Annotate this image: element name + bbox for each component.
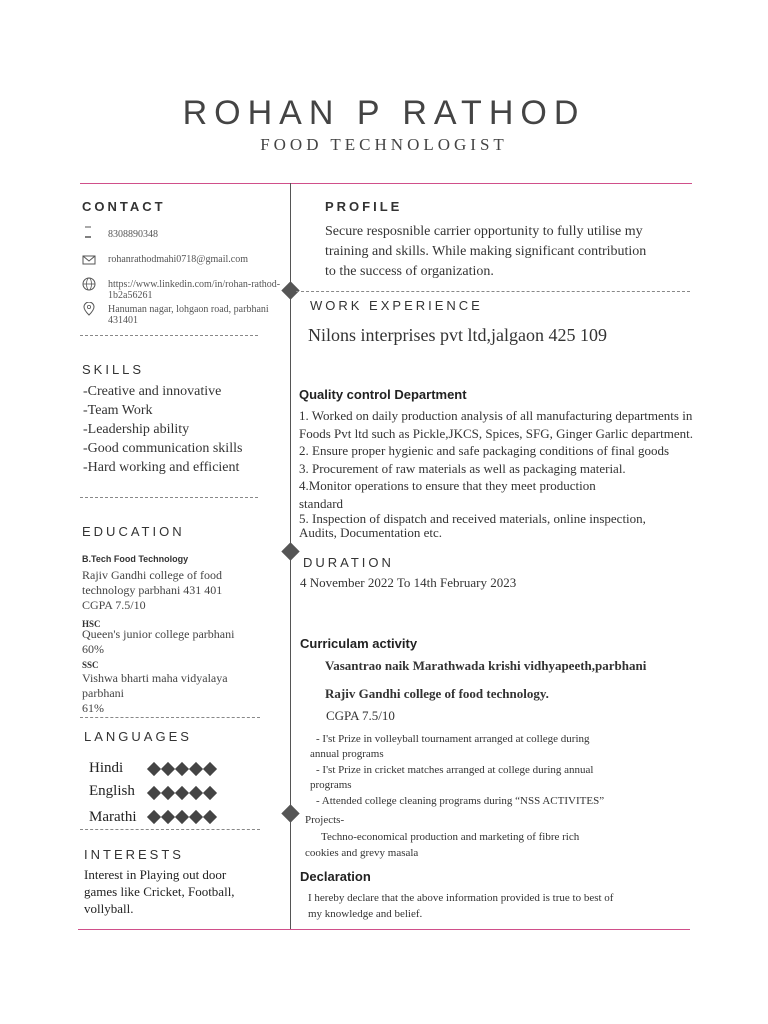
education-text: 60% xyxy=(82,642,104,656)
work-heading: WORK EXPERIENCE xyxy=(310,298,483,313)
skill-item: -Creative and innovative xyxy=(83,384,222,399)
curriculum-activities xyxy=(310,732,604,809)
activity-line: - I'st Prize in cricket matches arranged at college during annual xyxy=(316,764,594,776)
phone-icon xyxy=(82,225,96,239)
section-separator xyxy=(80,497,258,498)
education-text: technology parbhani 431 401 xyxy=(82,583,223,597)
divider-diamond xyxy=(281,542,299,560)
activity-line: annual programs xyxy=(310,747,384,760)
declaration-heading: Declaration xyxy=(300,869,371,884)
interests-line: vollyball. xyxy=(84,901,134,916)
curriculum-heading: Curriculam activity xyxy=(300,636,418,651)
location-pin-icon xyxy=(82,302,96,316)
education-ssc xyxy=(82,671,228,716)
profile-line: training and skills. While making significant contribution xyxy=(325,244,647,259)
rating-diamond xyxy=(161,762,175,776)
rating-diamond xyxy=(175,762,189,776)
skills-list xyxy=(83,382,242,477)
rating-diamond xyxy=(161,786,175,800)
rating-diamond xyxy=(161,810,175,824)
education-text: parbhani xyxy=(82,686,124,700)
work-duties xyxy=(299,407,693,540)
contact-address: Hanuman nagar, lohgaon road, parbhani 431401 xyxy=(108,304,269,326)
education-text: Vishwa bharti maha vidyalaya xyxy=(82,671,228,685)
contact-phone: 8308890348 xyxy=(108,229,158,240)
rating-diamond xyxy=(147,810,161,824)
education-ssc-title: SSC xyxy=(82,660,99,670)
projects-text xyxy=(305,829,579,861)
contact-heading: CONTACT xyxy=(82,199,166,214)
education-text: Rajiv Gandhi college of food xyxy=(82,568,222,582)
resume-name: ROHAN P RATHOD xyxy=(182,94,586,132)
section-separator xyxy=(80,717,260,718)
skills-heading: SKILLS xyxy=(82,362,145,377)
skill-item: -Team Work xyxy=(83,403,153,418)
duty-line: 5. Inspection of dispatch and received materials, online inspection, xyxy=(299,511,646,526)
divider-diamond xyxy=(281,804,299,822)
contact-linkedin[interactable]: https://www.linkedin.com/in/rohan-rathod-1b2a56261 xyxy=(108,279,281,301)
profile-heading: PROFILE xyxy=(325,199,403,214)
section-separator xyxy=(80,335,258,336)
activity-line: - I'st Prize in volleyball tournament arranged at college during xyxy=(316,733,590,745)
profile-line: Secure resposnible carrier opportunity to fully utilise my xyxy=(325,224,643,239)
education-hsc xyxy=(82,627,234,657)
rating-diamond xyxy=(175,786,189,800)
interests-heading: INTERESTS xyxy=(84,847,184,862)
work-company: Nilons interprises pvt ltd,jalgaon 425 109 xyxy=(308,325,607,345)
top-divider xyxy=(80,183,692,184)
project-line: Techno-economical production and marketing of fibre rich xyxy=(321,831,580,843)
section-separator xyxy=(80,829,260,830)
rating-diamond xyxy=(175,810,189,824)
rating-diamond xyxy=(203,762,217,776)
work-department: Quality control Department xyxy=(299,387,467,402)
interests-line: Interest in Playing out door xyxy=(84,867,227,882)
declaration-text xyxy=(308,890,613,922)
education-text: CGPA 7.5/10 xyxy=(82,598,146,612)
project-line: cookies and grevy masala xyxy=(305,847,419,859)
curriculum-college: Rajiv Gandhi college of food technology. xyxy=(325,686,549,701)
education-text: 61% xyxy=(82,701,104,715)
skill-item: -Leadership ability xyxy=(83,422,190,437)
interests-text xyxy=(84,866,235,917)
curriculum-cgpa: CGPA 7.5/10 xyxy=(326,708,395,723)
duty-line: 1. Worked on daily production analysis of all manufacturing departments in xyxy=(299,408,693,423)
duty-line: Foods Pvt ltd such as Pickle,JKCS, Spices, SFG, Ginger Garlic department. xyxy=(299,425,693,441)
duty-line: 2. Ensure proper hygienic and safe packaging conditions of final goods xyxy=(299,443,670,458)
globe-icon xyxy=(82,277,96,291)
section-separator xyxy=(296,291,690,292)
interests-line: games like Cricket, Football, xyxy=(84,884,235,899)
duty-line: Audits, Documentation etc. xyxy=(299,525,442,540)
profile-line: to the success of organization. xyxy=(325,264,494,279)
activity-line: programs xyxy=(310,778,352,791)
duty-line: standard xyxy=(299,495,344,511)
education-hsc-title: HSC xyxy=(82,619,101,629)
curriculum-university: Vasantrao naik Marathwada krishi vidhyapeeth,parbhani xyxy=(325,658,647,673)
rating-diamond xyxy=(203,786,217,800)
language-rating xyxy=(149,812,215,822)
mail-icon xyxy=(82,253,96,267)
duration-text: 4 November 2022 To 14th February 2023 xyxy=(300,575,517,590)
language-name: English xyxy=(89,783,135,799)
education-btech-title: B.Tech Food Technology xyxy=(82,554,189,564)
skill-item: -Hard working and efficient xyxy=(83,460,240,475)
duty-line: 3. Procurement of raw materials as well as packaging material. xyxy=(299,460,626,476)
rating-diamond xyxy=(147,786,161,800)
language-name: Hindi xyxy=(89,760,124,776)
languages-heading: LANGUAGES xyxy=(84,729,192,744)
activity-line: - Attended college cleaning programs during “NSS ACTIVITES” xyxy=(316,795,605,807)
bottom-divider xyxy=(78,929,690,930)
language-rating xyxy=(149,764,215,774)
education-text: Queen's junior college parbhani xyxy=(82,627,235,641)
contact-email[interactable]: rohanrathodmahi0718@gmail.com xyxy=(108,254,249,265)
rating-diamond xyxy=(147,762,161,776)
rating-diamond xyxy=(189,762,203,776)
declaration-line: I hereby declare that the above information provided is true to best of xyxy=(308,892,614,904)
declaration-line: my knowledge and belief. xyxy=(308,908,423,920)
rating-diamond xyxy=(203,810,217,824)
language-name: Marathi xyxy=(89,809,137,825)
rating-diamond xyxy=(189,786,203,800)
skill-item: -Good communication skills xyxy=(83,441,243,456)
resume-title: FOOD TECHNOLOGIST xyxy=(260,135,508,154)
duration-heading: DURATION xyxy=(303,555,394,570)
education-heading: EDUCATION xyxy=(82,524,185,539)
duty-line: 4.Monitor operations to ensure that they meet production xyxy=(299,478,596,493)
projects-label: Projects- xyxy=(305,814,345,826)
rating-diamond xyxy=(189,810,203,824)
profile-text xyxy=(325,222,646,282)
education-btech xyxy=(82,568,222,613)
language-rating xyxy=(149,788,215,798)
